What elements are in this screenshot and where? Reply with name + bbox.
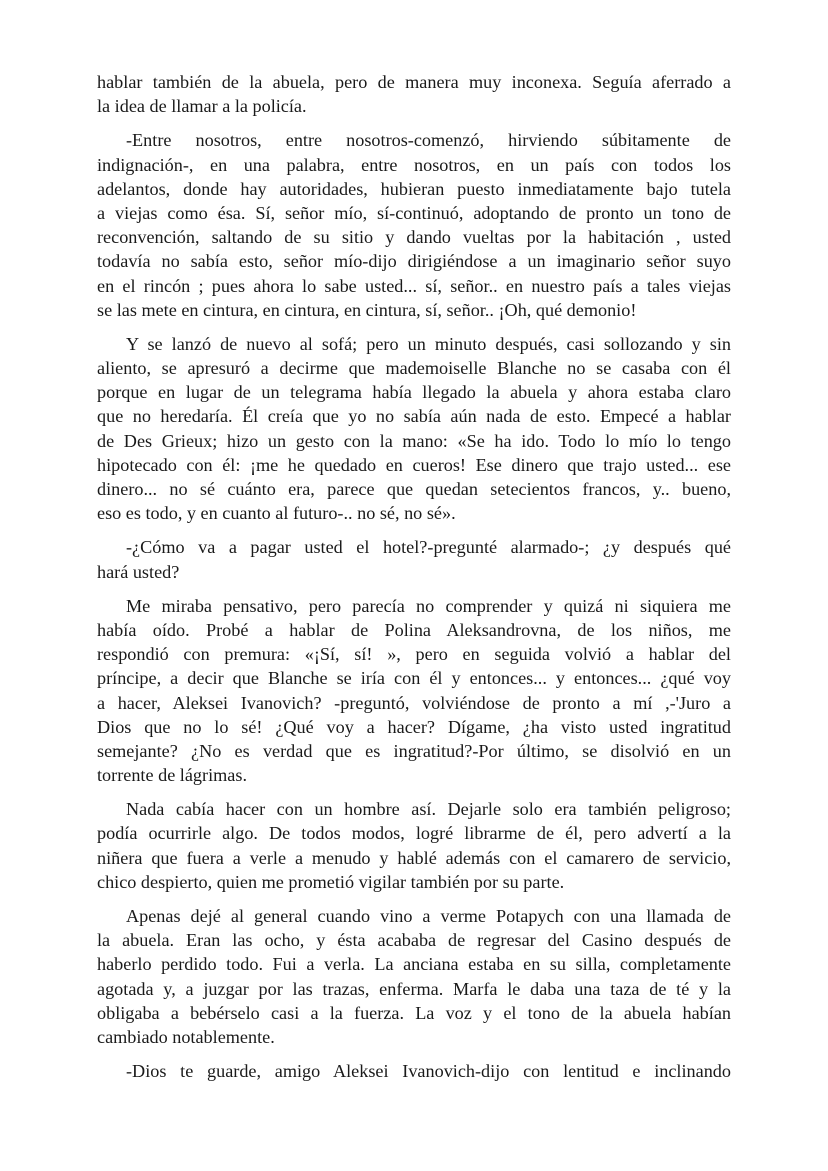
text-line: respondió con premura: «¡Sí, sí! », pero en seguida volvió a hablar del bbox=[97, 644, 731, 665]
text-line: obligaba a bebérselo casi a la fuerza. La voz y el tono de la abuela habían bbox=[97, 1002, 731, 1023]
text-line: todavía no sabía esto, señor mío-dijo dirigiéndose a un imaginario señor suyo bbox=[97, 251, 731, 272]
text-line: eso es todo, y en cuanto al futuro-.. no sé, no sé». bbox=[97, 503, 456, 524]
paragraph bbox=[97, 594, 731, 788]
text-line: que no heredaría. Él creía que yo no sabía aún nada de esto. Empecé a hablar bbox=[97, 406, 731, 427]
text-line: a hacer, Aleksei Ivanovich? -preguntó, volviéndose de pronto a mí ,-'Juro a bbox=[97, 692, 731, 713]
text-line: en el rincón ; pues ahora lo sabe usted... sí, señor.. en nuestro país a tales viejas bbox=[97, 275, 731, 296]
paragraph bbox=[97, 1059, 731, 1083]
text-line: hará usted? bbox=[97, 561, 180, 582]
text-line: cambiado notablemente. bbox=[97, 1026, 275, 1047]
text-line: reconvención, saltando de su sitio y dando vueltas por la habitación , usted bbox=[97, 227, 731, 248]
text-line: príncipe, a decir que Blanche se iría con él y entonces... y entonces... ¿qué voy bbox=[97, 668, 731, 689]
text-line: Dios que no lo sé! ¿Qué voy a hacer? Dígame, ¿ha visto usted ingratitud bbox=[97, 716, 731, 737]
text-line: Nada cabía hacer con un hombre así. Dejarle solo era también peligroso; bbox=[126, 799, 731, 820]
text-line: hipotecado con él: ¡me he quedado en cueros! Ese dinero que trajo usted... ese bbox=[97, 454, 731, 475]
paragraph bbox=[97, 70, 731, 118]
paragraph bbox=[97, 332, 731, 526]
text-line: hablar también de la abuela, pero de manera muy inconexa. Seguía aferrado a bbox=[97, 72, 731, 92]
text-line: la abuela. Eran las ocho, y ésta acababa de regresar del Casino después de bbox=[97, 930, 731, 951]
text-line: aliento, se apresuró a decirme que mademoiselle Blanche no se casaba con él bbox=[97, 358, 731, 379]
paragraph bbox=[97, 904, 731, 1049]
text-line: Y se lanzó de nuevo al sofá; pero un minuto después, casi sollozando y sin bbox=[126, 333, 731, 354]
text-line: había oído. Probé a hablar de Polina Aleksandrovna, de los niños, me bbox=[97, 619, 731, 640]
text-line: -¿Cómo va a pagar usted el hotel?-pregunté alarmado-; ¿y después qué bbox=[126, 537, 731, 558]
paragraph bbox=[97, 535, 731, 583]
text-line: Me miraba pensativo, pero parecía no comprender y quizá ni siquiera me bbox=[126, 595, 731, 616]
text-line: haberlo perdido todo. Fui a verla. La anciana estaba en su silla, completamente bbox=[97, 954, 731, 975]
text-line: Apenas dejé al general cuando vino a verme Potapych con una llamada de bbox=[126, 906, 731, 926]
text-line: podía ocurrirle algo. De todos modos, logré librarme de él, pero advertí a la bbox=[97, 823, 731, 844]
paragraph bbox=[97, 797, 731, 894]
text-line: se las mete en cintura, en cintura, en cintura, sí, señor.. ¡Oh, qué demonio! bbox=[97, 299, 637, 320]
text-line: porque en lugar de un telegrama había llegado la abuela y ahora estaba claro bbox=[97, 382, 731, 403]
text-line: agotada y, a juzgar por las trazas, enferma. Marfa le daba una taza de té y la bbox=[97, 978, 731, 999]
text-line: -Dios te guarde, amigo Aleksei Ivanovich-dijo con lentitud e inclinando bbox=[126, 1061, 731, 1082]
text-line: semejante? ¿No es verdad que es ingratitud?-Por último, se disolvió en un bbox=[97, 740, 731, 761]
text-line: la idea de llamar a la policía. bbox=[97, 96, 307, 117]
text-line: dinero... no sé cuánto era, parece que quedan setecientos francos, y.. bueno, bbox=[97, 479, 731, 499]
text-line: a viejas como ésa. Sí, señor mío, sí-continuó, adoptando de pronto un tono de bbox=[97, 202, 731, 223]
document-page bbox=[97, 70, 731, 1093]
text-line: indignación-, en una palabra, entre nosotros, en un país con todos los bbox=[97, 154, 731, 175]
text-line: de Des Grieux; hizo un gesto con la mano: «Se ha ido. Todo lo mío lo tengo bbox=[97, 430, 731, 451]
text-line: -Entre nosotros, entre nosotros-comenzó, hirviendo súbitamente de bbox=[126, 130, 731, 151]
text-line: torrente de lágrimas. bbox=[97, 765, 247, 786]
text-line: niñera que fuera a verle a menudo y hablé además con el camarero de servicio, bbox=[97, 847, 731, 868]
text-line: adelantos, donde hay autoridades, hubieran puesto inmediatamente bajo tutela bbox=[97, 178, 731, 199]
paragraph bbox=[97, 128, 731, 322]
text-line: chico despierto, quien me prometió vigilar también por su parte. bbox=[97, 871, 565, 892]
